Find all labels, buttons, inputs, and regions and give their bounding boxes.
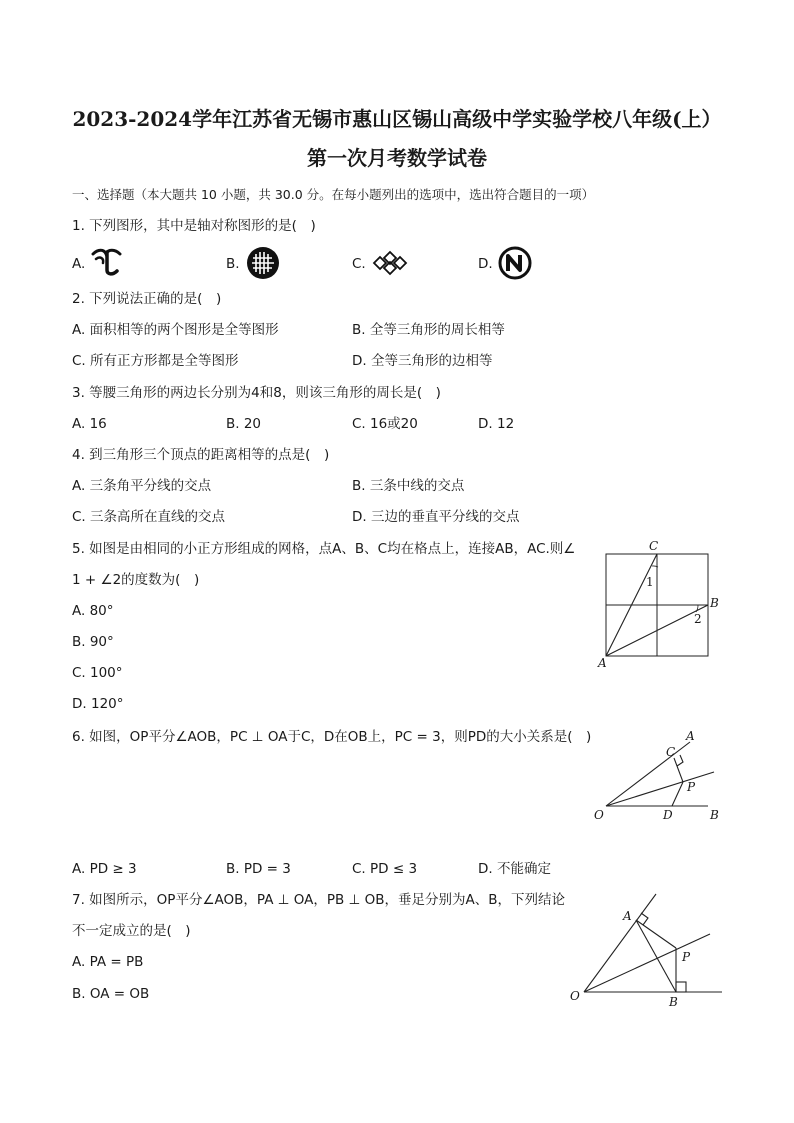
q7-label-o: O (570, 989, 580, 1003)
q5-grid-figure (592, 536, 726, 670)
q6-angle-figure (590, 728, 730, 828)
q6-label-c: C (666, 745, 676, 759)
q1-stem: 1. 下列图形，其中是轴对称图形的是( ) (72, 218, 316, 234)
q2-stem: 2. 下列说法正确的是( ) (72, 291, 222, 307)
q7-label-b: B (669, 995, 678, 1009)
q1-option-a: A. (72, 256, 86, 272)
q6-label-d: D (663, 808, 673, 822)
q5-label-1: 1 (646, 575, 654, 589)
q4-option-d: D. 三边的垂直平分线的交点 (352, 509, 520, 525)
q6-label-b: B (710, 808, 719, 822)
q4-stem: 4. 到三角形三个顶点的距离相等的点是( ) (72, 447, 330, 463)
q5-label-b: B (710, 596, 719, 610)
q7-label-p: P (682, 950, 691, 964)
q3-stem: 3. 等腰三角形的两边长分别为4和8，则该三角形的周长是( ) (72, 385, 441, 401)
section-header: 一、选择题（本大题共 10 小题，共 30.0 分。在每小题列出的选项中，选出符合题目的一项） (72, 187, 595, 202)
q5-label-a: A (598, 656, 607, 670)
q3-option-b: B. 20 (226, 416, 262, 432)
q6-option-b: B. PD = 3 (226, 861, 291, 877)
q2-option-d: D. 全等三角形的边相等 (352, 353, 493, 369)
q6-option-c: C. PD ≤ 3 (352, 861, 418, 877)
q3-option-a: A. 16 (72, 416, 107, 432)
q3-option-c: C. 16或20 (352, 416, 418, 432)
q4-option-a: A. 三条角平分线的交点 (72, 478, 212, 494)
q1-option-d: D. (478, 256, 493, 272)
q2-option-c: C. 所有正方形都是全等图形 (72, 353, 239, 369)
q6-stem: 6. 如图，OP平分∠AOB，PC ⊥ OA于C，D在OB上，PC = 3，则PD的大小关系是( ) (72, 729, 592, 745)
q6-label-o: O (594, 808, 604, 822)
q5-stem-line2: 1 + ∠2的度数为( ) (72, 572, 200, 588)
q6-label-p: P (687, 780, 696, 794)
q5-option-d: D. 120° (72, 696, 124, 712)
q5-option-c: C. 100° (72, 665, 123, 681)
q1-option-b: B. (226, 256, 240, 272)
q5-stem-line1: 5. 如图是由相同的小正方形组成的网格，点A、B、C均在格点上，连接AB，AC.则∠ (72, 541, 576, 557)
q5-label-2: 2 (694, 612, 702, 626)
page-title: 2023-2024学年江苏省无锡市惠山区锡山高级中学实验学校八年级(上） (72, 107, 722, 131)
q7-angle-figure (566, 888, 728, 1012)
q7-label-a: A (623, 909, 632, 923)
q4-option-c: C. 三条高所在直线的交点 (72, 509, 226, 525)
q7-stem-line2: 不一定成立的是( ) (72, 923, 191, 939)
q6-option-d: D. 不能确定 (478, 861, 551, 877)
q6-label-a: A (686, 729, 695, 743)
chinese-knot-logo-icon (372, 250, 408, 276)
woven-square-logo-icon (246, 246, 280, 280)
q2-option-a: A. 面积相等的两个图形是全等图形 (72, 322, 279, 338)
q7-stem-line1: 7. 如图所示，OP平分∠AOB，PA ⊥ OA，PB ⊥ OB，垂足分别为A、B，下列结论 (72, 892, 566, 908)
q6-option-a: A. PD ≥ 3 (72, 861, 137, 877)
q5-label-c: C (649, 539, 659, 553)
circle-n-logo-icon (498, 246, 532, 280)
china-telecom-logo-icon (90, 246, 124, 278)
q4-option-b: B. 三条中线的交点 (352, 478, 465, 494)
q5-option-a: A. 80° (72, 603, 114, 619)
q3-option-d: D. 12 (478, 416, 515, 432)
q2-option-b: B. 全等三角形的周长相等 (352, 322, 505, 338)
q7-option-a: A. PA = PB (72, 954, 144, 970)
q7-option-b: B. OA = OB (72, 986, 150, 1002)
q1-option-c: C. (352, 256, 366, 272)
page-subtitle: 第一次月考数学试卷 (307, 146, 487, 170)
q5-option-b: B. 90° (72, 634, 114, 650)
